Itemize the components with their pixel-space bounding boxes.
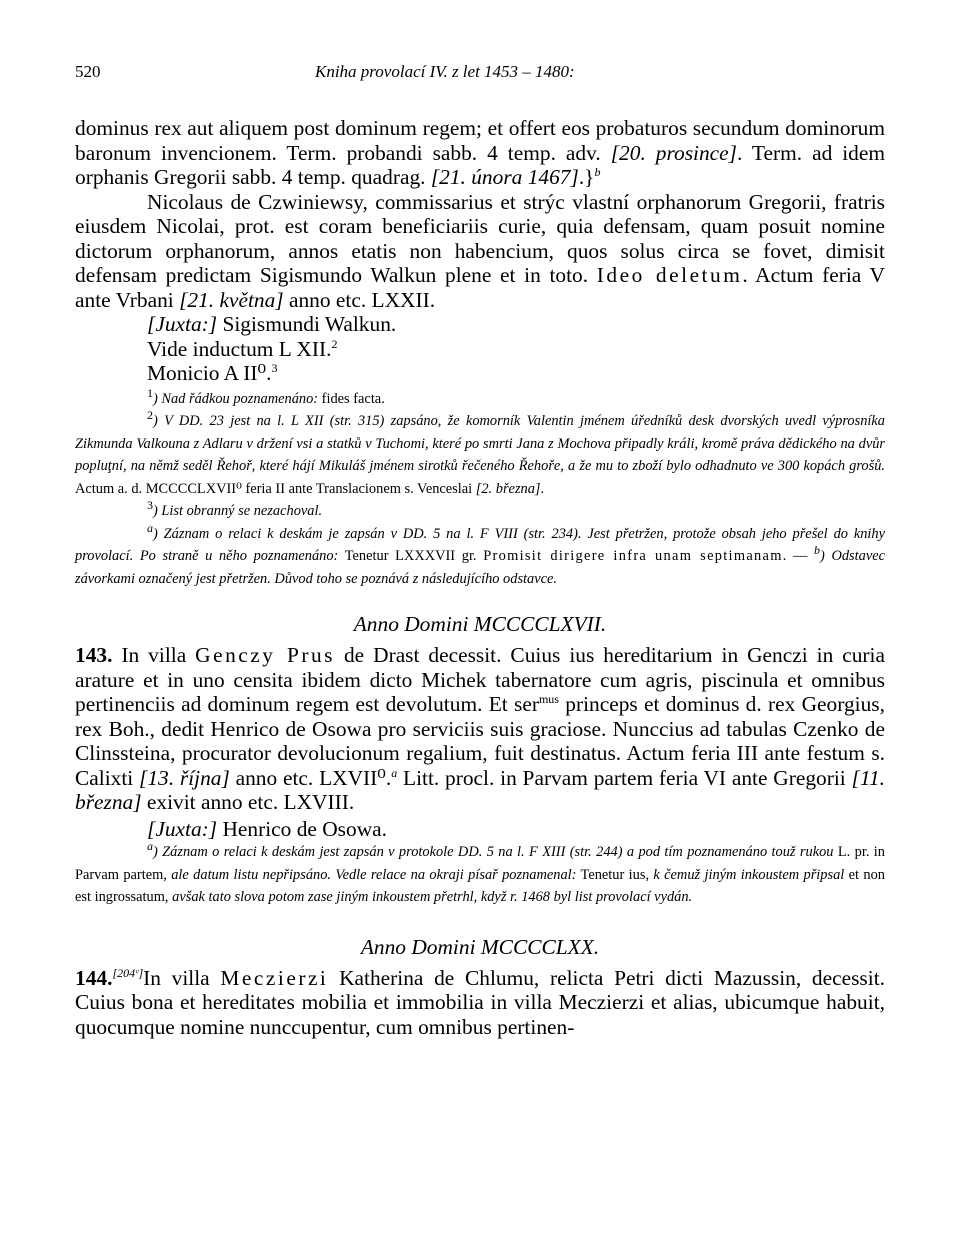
- text: princeps et dominus d. rex Georgius, rex Boh., dedit Henrico de Osowa pro serviciis suis graciose. Nunccius ad tabulas Czenko de Clinssteina, procurator devolucionum regalium, fuit destinatus. Actum feria III ante festum s. Calixti: [75, 692, 885, 790]
- text: ) Odstavec závorkami označený jest přetržen. Důvod toho se poznává z následujícího odstavce.: [75, 548, 886, 587]
- date-note: [21. května]: [179, 287, 284, 312]
- text: anno etc. LXVII⁰.: [229, 765, 392, 790]
- section-heading-1467: Anno Domini MCCCCLXVII.: [353, 612, 607, 636]
- footnote-mark: b: [814, 543, 821, 558]
- page-header: [75, 62, 885, 92]
- text: ale datum listu nepřipsáno. Vedle relace na okraji písař poznamenal:: [166, 866, 577, 883]
- page: [75, 62, 885, 1039]
- footnote-ref: 3: [271, 360, 278, 375]
- text: In villa: [143, 965, 221, 990]
- footnote-mark: 2: [147, 408, 153, 423]
- entry-143-juxta: [147, 817, 885, 842]
- juxta-line: [147, 312, 885, 337]
- section-heading-1470: Anno Domini MCCCCLXX.: [360, 934, 600, 959]
- spaced-text: Meczierzi: [220, 965, 329, 990]
- text: . Term. ad idem orphanis Gregorii sabb. 4 temp. quadrag.: [75, 140, 886, 189]
- entry-144: [75, 966, 885, 1040]
- monicio-line: [147, 361, 885, 386]
- date-note: [13. října]: [139, 765, 230, 790]
- text: Tenetur LXXXVII gr.: [338, 548, 484, 564]
- text: ) V DD. 23 jest na l. L XII (str. 315) zapsáno, že komorník Valentin jménem úředníků desk dvorských uvedl výprosníka Zikmunda Valkouna z Adlaru v držení vsi a statků v Tuchomi, které po smrti Jana z Mochova připadly králi, kromě práva dědického na dvůr popluţní, na němž seděl Řehoř, které hájí Mikuláš jménem sirotků řečeného Řehoře, a že mu to zboží bylo odhadnuto ve 300 kopách grošů.: [75, 413, 885, 474]
- footnote-mark: 1: [147, 385, 153, 400]
- entry-143: [75, 643, 885, 815]
- footnote-mark: a: [147, 520, 153, 535]
- text: ) List obranný se nezachoval.: [153, 503, 323, 519]
- text: . Actum feria V ante Vrbani: [75, 263, 885, 312]
- vide-line: [147, 337, 885, 362]
- spaced-text: Ideo deletum: [596, 263, 743, 287]
- text: anno etc. LXXII.: [283, 287, 436, 312]
- text: Actum a. d. MCCCCLXVII⁰ feria II ante Translacionem s. Venceslai: [75, 480, 476, 497]
- footnote-ref: 2: [331, 336, 338, 351]
- footnote-mark: a: [147, 839, 153, 854]
- text: avšak tato slova potom zase jiným inkoustem přetrhl, když r. 1468 byl list provolací vydán.: [168, 889, 693, 905]
- date-note: [11. března]: [75, 765, 885, 814]
- footnote-2: [75, 410, 885, 500]
- text: exivit anno etc. LXVIII.: [141, 790, 355, 814]
- date-note: [2. března]: [475, 480, 541, 497]
- text: ) Nad řádkou poznamenáno:: [153, 390, 319, 407]
- running-title: Kniha provolací IV. z let 1453 – 1480:: [315, 62, 575, 81]
- text: Nicolaus de Czwiniewsy, commissarius et strýc vlastní orphanorum Gregorii, fratris eiusdem Nicolai, prot. est coram beneficiariis curie, quia defensam, quam posuit nomine dictorum orphanorum, annos etatis non habencium, quos solus circa se fovet, dimisit defensam predictam Sigismundo Walkun plene et in toto.: [75, 189, 885, 287]
- footnote-ref: b: [594, 164, 601, 179]
- entry-142-paragraph: [75, 190, 885, 313]
- date-note: [21. února 1467]: [430, 165, 579, 189]
- text: ) Záznam o relaci k deskám jest zapsán v protokole DD. 5 na l. F XIII (str. 244) a pod tím poznamenáno touž rukou: [153, 844, 834, 860]
- text: k čemuž jiným inkoustem připsal: [649, 866, 845, 883]
- page-number: 520: [75, 62, 101, 81]
- text: de Drast decessit. Cuius ius hereditarium in Genczi in curia arature et in uno censita ibidem dicto Michek tabernatore cum agris, piscinula et omnibus pertinenciis ad dominum regem est devolutum. Et ser: [75, 643, 885, 716]
- spaced-text: Promisit dirigere infra unam septimanam: [483, 548, 783, 564]
- juxta-label: [Juxta:]: [147, 816, 218, 841]
- text: .}: [578, 165, 595, 189]
- entry-143-footnote-a: [75, 841, 885, 909]
- juxta-text: Sigismundi Walkun.: [217, 312, 397, 336]
- footnote-3: [75, 500, 885, 523]
- entry-number: 143.: [75, 643, 113, 667]
- text: In villa: [112, 643, 196, 667]
- date-note: [20. prosince]: [610, 140, 737, 165]
- juxta-text: Henrico de Osowa.: [217, 816, 387, 841]
- text: Tenetur ius,: [576, 866, 650, 883]
- footnote-1: [75, 385, 885, 411]
- superscript: mus: [538, 691, 559, 706]
- text: Litt. procl. in Parvam partem feria VI ante Gregorii: [397, 765, 852, 790]
- text: . —: [782, 548, 815, 564]
- footnote-a-b: [75, 520, 886, 591]
- footnote-ref: a: [391, 765, 398, 780]
- entry-142-continuation: [75, 116, 885, 190]
- text: dominus rex aut aliquem post dominum regem; et offert eos probaturos secundum dominorum baronum invencionem. Term. probandi sabb. 4 temp. adv.: [75, 116, 885, 165]
- juxta-label: [Juxta:]: [147, 312, 218, 336]
- vide-text: Vide inductum L XII.: [147, 336, 332, 361]
- text: fides facta.: [318, 390, 385, 407]
- text: Katherina de Chlumu, relicta Petri dicti Mazussin, decessit. Cuius bona et hereditates mobilia et immobilia in villa Meczierzi et alias, ubicumque habuit, quocumque nomine nunccupentur, cum omnibus pertinen-: [75, 965, 885, 1039]
- folio-mark: [204ᵛ]: [112, 965, 144, 980]
- text: et non est ingrossatum,: [75, 866, 885, 905]
- text: L. pr. in Parvam partem,: [75, 844, 885, 883]
- text: ) Záznam o relaci k deskám je zapsán v DD. 5 na l. F VIII (str. 234). Jest přetržen, protože obsah jeho přešel do knihy provolací. Po straně u něho poznamenáno:: [75, 525, 885, 564]
- spaced-text: Genczy Prus: [195, 643, 335, 667]
- entry-142-footnotes: [75, 385, 886, 591]
- entry-142-marginalia: [147, 312, 885, 386]
- entry-number: 144.: [75, 965, 113, 990]
- footnote-mark: 3: [147, 498, 153, 513]
- monicio-text: Monicio A II⁰.: [147, 361, 272, 385]
- text: .: [540, 480, 545, 497]
